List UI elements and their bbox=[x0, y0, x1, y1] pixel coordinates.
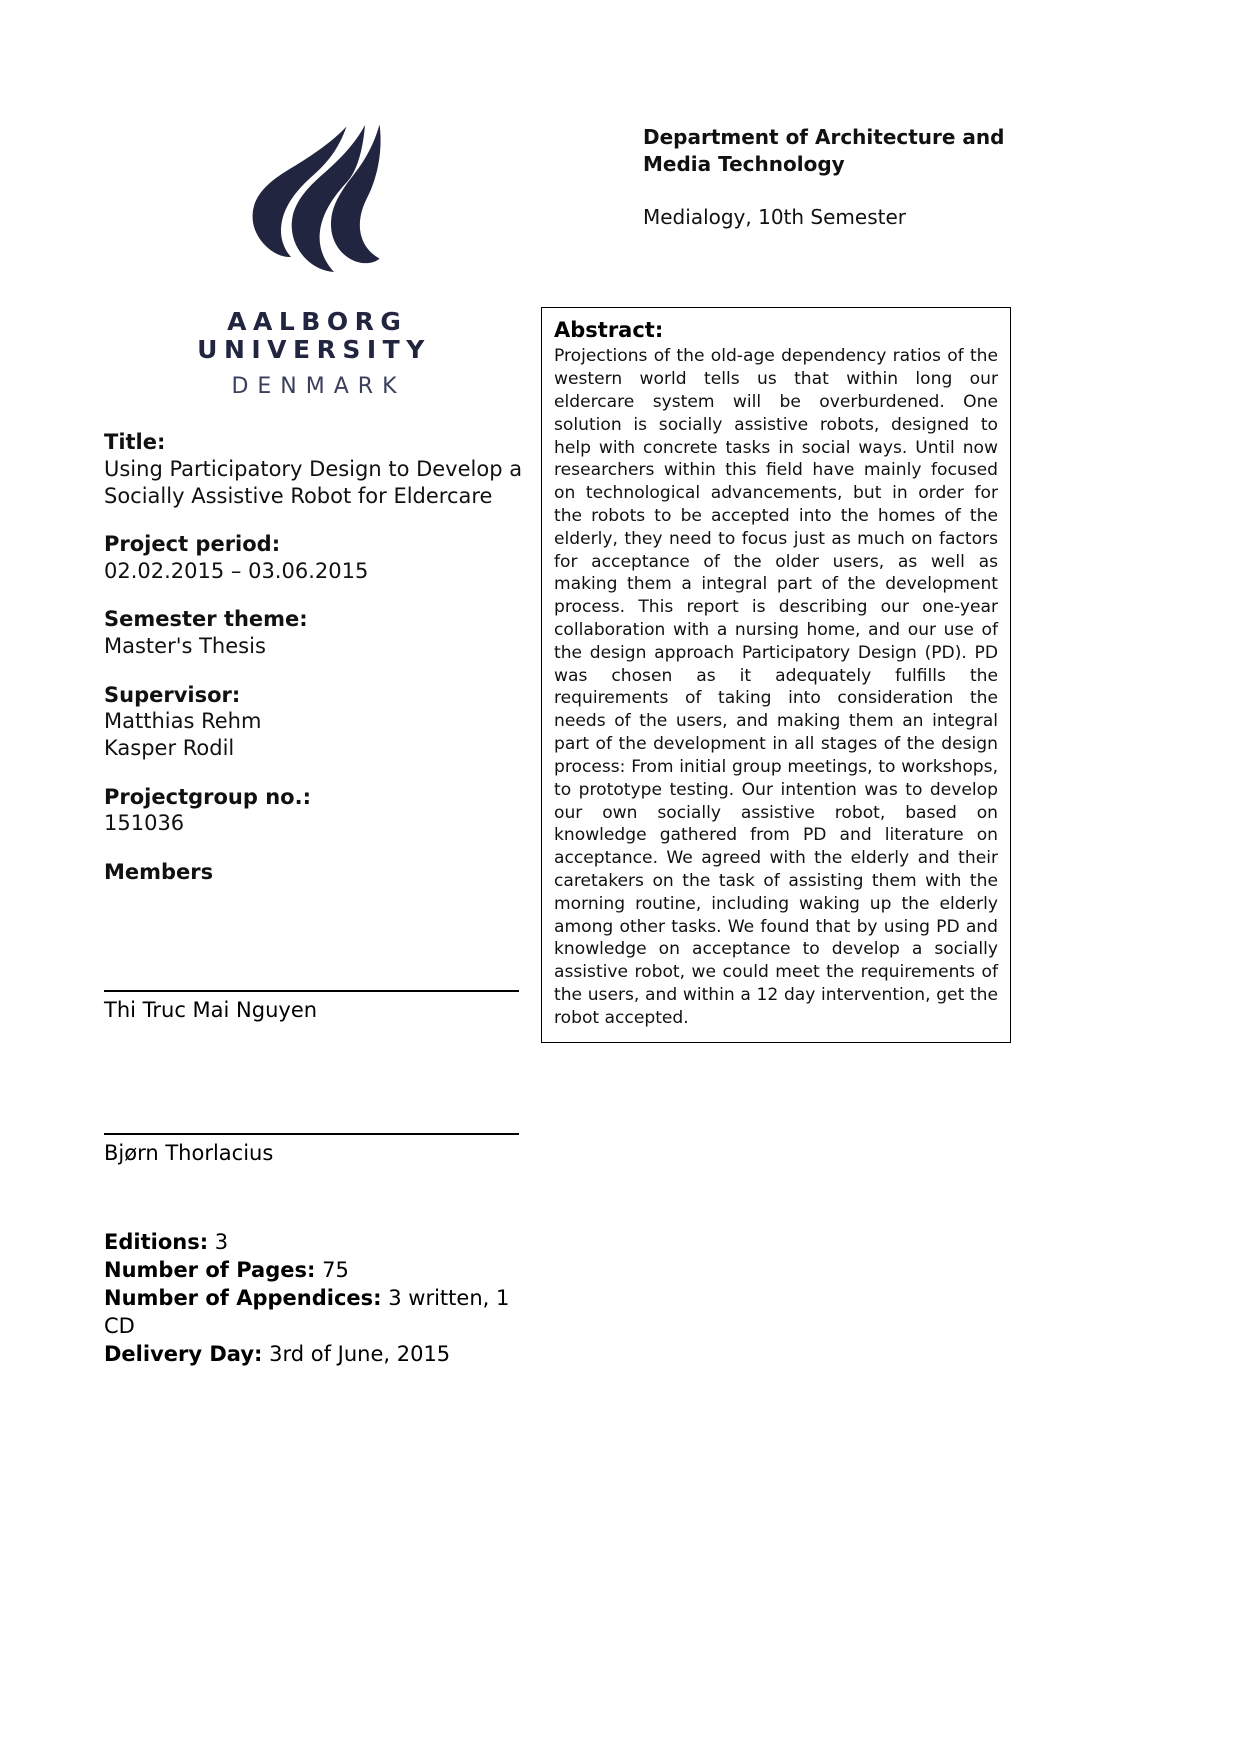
title-label: Title: bbox=[104, 430, 166, 455]
projectgroup-group bbox=[104, 784, 524, 837]
project-period-label: Project period: bbox=[104, 532, 281, 557]
aau-flame-logo-icon bbox=[234, 122, 394, 274]
projectgroup-label: Projectgroup no.: bbox=[104, 784, 311, 809]
department-title: Department of Architecture and Media Technology bbox=[643, 125, 1005, 176]
delivery-row bbox=[104, 1341, 524, 1369]
delivery-value: 3rd of June, 2015 bbox=[269, 1341, 451, 1366]
editions-label: Editions: bbox=[104, 1230, 209, 1255]
pages-row bbox=[104, 1257, 524, 1285]
supervisor-group bbox=[104, 682, 524, 762]
appendices-label: Number of Appendices: bbox=[104, 1285, 382, 1310]
member-name-2: Bjørn Thorlacius bbox=[104, 1141, 274, 1166]
appendices-row bbox=[104, 1285, 524, 1341]
member-name-1: Thi Truc Mai Nguyen bbox=[104, 997, 318, 1022]
project-info bbox=[104, 429, 524, 886]
signature-block-1 bbox=[104, 990, 524, 1024]
pages-label: Number of Pages: bbox=[104, 1257, 316, 1282]
abstract-heading: Abstract: bbox=[554, 318, 664, 342]
university-name: AALBORG UNIVERSITY bbox=[197, 307, 431, 364]
project-period-group bbox=[104, 531, 524, 584]
university-country: DENMARK bbox=[231, 374, 406, 399]
supervisor-name-2: Kasper Rodil bbox=[104, 736, 235, 761]
abstract-box bbox=[541, 307, 1011, 1043]
editions-row bbox=[104, 1229, 524, 1257]
title-value: Using Participatory Design to Develop a Socially Assistive Robot for Eldercare bbox=[104, 456, 523, 508]
publication-details bbox=[104, 1229, 524, 1369]
university-logo-block bbox=[104, 104, 524, 399]
pages-value: 75 bbox=[322, 1257, 349, 1282]
programme-title: Medialogy, 10th Semester bbox=[643, 205, 907, 229]
left-column bbox=[104, 104, 524, 1369]
editions-value: 3 bbox=[214, 1230, 229, 1255]
appendices-value: 3 written, 1 CD bbox=[104, 1285, 510, 1338]
supervisor-label: Supervisor: bbox=[104, 682, 241, 707]
project-period-value: 02.02.2015 – 03.06.2015 bbox=[104, 558, 369, 583]
supervisor-name-1: Matthias Rehm bbox=[104, 709, 262, 734]
abstract-text: Projections of the old-age dependency ratios of the western world tells us that within long our eldercare system will be overburdened. One solution is socially assistive robots, designed to help with concrete tasks in social ways. Until now researchers within this field have mainly focused on technological advancements, but in order for the robots to be accepted into the homes of the elderly, they need to focus just as much on factors for acceptance of the older users, as well as making them a integral part of the development process. This report is describing our one-year collaboration with a nursing home, and our use of the design approach Participatory Design (PD). PD was chosen as it adequately fulfills the requirements of taking into consideration the needs of the users, and making them an integral part of the development in all stages of the design process: From initial group meetings, to workshops, to prototype testing. Our intention was to develop our own socially assistive robot, based on knowledge gathered from PD and literature on acceptance. We agreed with the elderly and their caretakers on the task of assisting them with the morning routine, including waking up the elderly among other tasks. We found that by using PD and knowledge on acceptance to develop a socially assistive robot, we could meet the requirements of the users, and within a 12 day intervention, get the robot accepted. bbox=[554, 346, 998, 1028]
signature-block-2 bbox=[104, 1133, 524, 1167]
members-label: Members bbox=[104, 860, 214, 885]
semester-theme-group bbox=[104, 606, 524, 659]
semester-theme-label: Semester theme: bbox=[104, 607, 308, 632]
projectgroup-value: 151036 bbox=[104, 811, 185, 836]
delivery-label: Delivery Day: bbox=[104, 1341, 263, 1366]
semester-theme-value: Master's Thesis bbox=[104, 634, 266, 659]
right-column bbox=[643, 124, 1018, 231]
title-group bbox=[104, 429, 524, 509]
